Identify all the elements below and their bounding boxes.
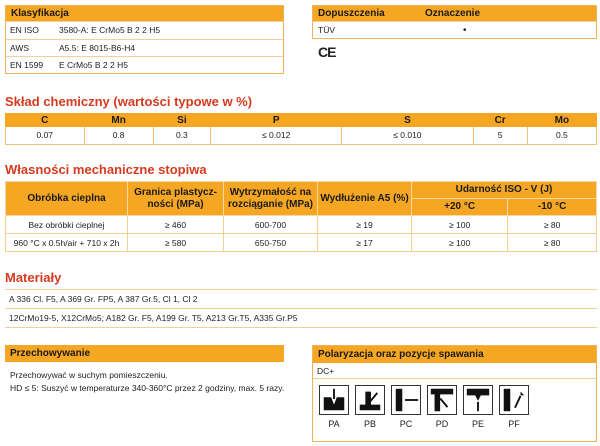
classification-row <box>6 21 283 39</box>
storage-text <box>10 369 284 395</box>
position-pd-icon <box>427 385 457 415</box>
mech-impact-plus20: ≥ 100 <box>412 216 508 234</box>
position-label: PB <box>363 419 376 429</box>
chem-value-row <box>6 127 597 144</box>
mech-header-tensile: Wytrzymałość na rozciąganie (MPa) <box>224 182 318 216</box>
mech-yield: ≥ 580 <box>128 234 224 252</box>
position-pf-icon <box>499 385 529 415</box>
chem-value: ≤ 0.010 <box>342 127 473 144</box>
chem-header: Cr <box>473 113 527 127</box>
approvals-box <box>312 5 597 39</box>
position-label: PF <box>508 419 520 429</box>
mech-header-row <box>6 182 597 199</box>
mech-treatment: Bez obróbki cieplnej <box>6 216 128 234</box>
mech-elongation: ≥ 19 <box>318 216 412 234</box>
approvals-key: TÜV <box>318 25 335 35</box>
mech-header-yield: Granica plastycz-ności (MPa) <box>128 182 224 216</box>
mech-impact-plus20: ≥ 100 <box>412 234 508 252</box>
position-pc-icon <box>391 385 421 415</box>
classification-value: A5.5: E 8015-B6-H4 <box>59 42 136 53</box>
classification-value: 3580-A: E CrMo5 B 2 2 H5 <box>59 25 161 36</box>
classification-box <box>5 5 284 74</box>
materials-line: 12CrMo19-5, X12CrMo5; A182 Gr. F5, A199 Gr. T5, A213 Gr.T5, A335 Gr.P5 <box>5 309 597 328</box>
mech-header-treatment: Obróbka cieplna <box>6 182 128 216</box>
mech-table <box>5 181 597 252</box>
mech-tensile: 650-750 <box>224 234 318 252</box>
chem-value: ≤ 0.012 <box>211 127 342 144</box>
chem-value: 0.3 <box>153 127 210 144</box>
approvals-title: Dopuszczenia <box>318 8 385 19</box>
approvals-value: • <box>463 24 467 36</box>
chem-header: Si <box>153 113 210 127</box>
chem-value: 0.07 <box>6 127 85 144</box>
mech-row <box>6 234 597 252</box>
mech-elongation: ≥ 17 <box>318 234 412 252</box>
mech-header-temp-minus10: -10 °C <box>508 199 597 216</box>
classification-title: Klasyfikacja <box>6 6 283 21</box>
chem-title: Skład chemiczny (wartości typowe w %) <box>5 94 253 109</box>
classification-row <box>6 56 283 74</box>
position-pe-icon <box>463 385 493 415</box>
ce-mark-icon: CE <box>318 44 336 60</box>
mech-row <box>6 216 597 234</box>
chem-table <box>5 113 597 145</box>
classification-key: EN 1599 <box>10 60 44 71</box>
mech-yield: ≥ 460 <box>128 216 224 234</box>
mech-title: Własności mechaniczne stopiwa <box>5 162 207 177</box>
chem-header: Mn <box>84 113 153 127</box>
classification-key: EN ISO <box>10 25 39 36</box>
mech-header-impact: Udarność ISO - V (J) <box>412 182 597 199</box>
marking-title: Oznaczenie <box>425 8 481 19</box>
storage-line: Przechowywać w suchym pomieszczeniu. <box>10 370 168 380</box>
chem-header: C <box>6 113 85 127</box>
mech-treatment: 960 °C x 0.5h/air + 710 x 2h <box>6 234 128 252</box>
classification-key: AWS <box>10 42 30 53</box>
approvals-row <box>313 21 596 38</box>
mech-tensile: 600-700 <box>224 216 318 234</box>
position-label: PC <box>399 419 413 429</box>
chem-header: S <box>342 113 473 127</box>
position-label: PE <box>471 419 484 429</box>
chem-value: 5 <box>473 127 527 144</box>
position-pb-icon <box>355 385 385 415</box>
polarity-current: DC+ <box>313 363 596 379</box>
chem-value: 0.5 <box>527 127 596 144</box>
materials-line: A 336 Cl. F5, A 369 Gr. FP5, A 387 Gr.5, Cl 1, Cl 2 <box>5 290 597 309</box>
mech-header-elongation: Wydłużenie A5 (%) <box>318 182 412 216</box>
classification-row <box>6 39 283 57</box>
approvals-header <box>313 6 596 21</box>
chem-value: 0.8 <box>84 127 153 144</box>
storage-title: Przechowywanie <box>5 345 284 362</box>
polarity-box <box>312 345 597 442</box>
chem-header: Mo <box>527 113 596 127</box>
position-pa-icon <box>319 385 349 415</box>
classification-value: E CrMo5 B 2 2 H5 <box>59 60 128 71</box>
mech-header-temp-plus20: +20 °C <box>412 199 508 216</box>
chem-header: P <box>211 113 342 127</box>
mech-impact-minus10: ≥ 80 <box>508 216 597 234</box>
materials-title: Materiały <box>5 270 62 285</box>
mech-impact-minus10: ≥ 80 <box>508 234 597 252</box>
position-label: PD <box>435 419 449 429</box>
chem-header-row <box>6 113 597 127</box>
position-label: PA <box>328 419 340 429</box>
polarity-title: Polaryzacja oraz pozycje spawania <box>313 346 596 363</box>
storage-line: HD ≤ 5: Suszyć w temperaturze 340-360°C przez 2 godziny, max. 5 razy. <box>10 383 285 393</box>
